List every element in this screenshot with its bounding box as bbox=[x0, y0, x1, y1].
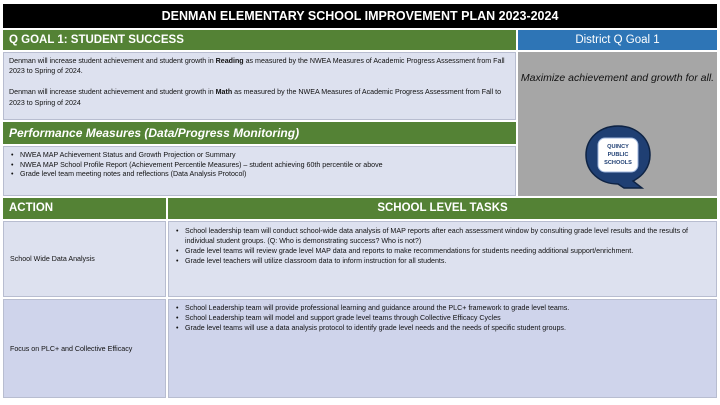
district-goal-panel bbox=[518, 52, 717, 196]
list-item: • School leadership team will conduct school-wide data analysis of MAP reports after each assessment window by consulting grade level results and the results of individual student groups. (Q: Who is demonstrating success? Who is not?) bbox=[176, 227, 688, 245]
table-row-tasks bbox=[168, 299, 717, 398]
performance-measures-header: Performance Measures (Data/Progress Monitoring) bbox=[3, 122, 516, 144]
table-row-action: Focus on PLC+ and Collective Efficacy bbox=[3, 299, 166, 398]
tasks-column-header: SCHOOL LEVEL TASKS bbox=[168, 198, 717, 219]
performance-measures-list bbox=[3, 146, 516, 196]
list-item: • NWEA MAP Achievement Status and Growth Projection or Summary bbox=[11, 151, 236, 159]
list-item: • Grade level team meeting notes and reflections (Data Analysis Protocol) bbox=[11, 170, 247, 179]
logo-line-3: SCHOOLS bbox=[604, 160, 632, 166]
list-item: • School Leadership team will provide professional learning and guidance around the PLC+ framework to grade level teams. bbox=[176, 304, 570, 312]
logo-line-1: QUINCY bbox=[607, 144, 629, 150]
district-goal-text: Maximize achievement and growth for all. bbox=[520, 72, 715, 84]
logo-line-2: PUBLIC bbox=[607, 152, 629, 158]
table-row-action: School Wide Data Analysis bbox=[3, 221, 166, 297]
list-item: • Grade level teachers will utilize classroom data to inform instruction for all students. bbox=[176, 257, 447, 265]
goal-description bbox=[3, 52, 516, 120]
list-item: • NWEA MAP School Profile Report (Achievement Percentile Measures) – student achieving 60th percentile or above bbox=[11, 160, 383, 169]
goal-header: Q GOAL 1: STUDENT SUCCESS bbox=[3, 30, 516, 50]
reading-goal: Denman will increase student achievement and student growth in Reading as measured by the NWEA Measures of Academic Progress Assessment from Fall 2023 to Spring of 2024. bbox=[9, 57, 505, 76]
quincy-q-logo-icon bbox=[582, 124, 654, 190]
list-item: • School Leadership team will model and support grade level teams through Collective Efficacy Cycles bbox=[176, 314, 501, 322]
list-item: • Grade level teams will review grade level MAP data and reports to make recommendations for students needing additional support/enrichment. bbox=[176, 247, 634, 255]
math-goal: Denman will increase student achievement and student growth in Math as measured by the NWEA Measures of Academic Progress Assessment from Fall to 2023 to Spring of 2024 bbox=[9, 88, 502, 107]
action-column-header: ACTION bbox=[3, 198, 166, 219]
page-title: DENMAN ELEMENTARY SCHOOL IMPROVEMENT PLAN 2023-2024 bbox=[3, 4, 717, 28]
table-row-tasks bbox=[168, 221, 717, 297]
district-goal-header: District Q Goal 1 bbox=[518, 30, 717, 50]
list-item: • Grade level teams will use a data analysis protocol to identify grade level needs and the needs of specific student groups. bbox=[176, 324, 566, 332]
